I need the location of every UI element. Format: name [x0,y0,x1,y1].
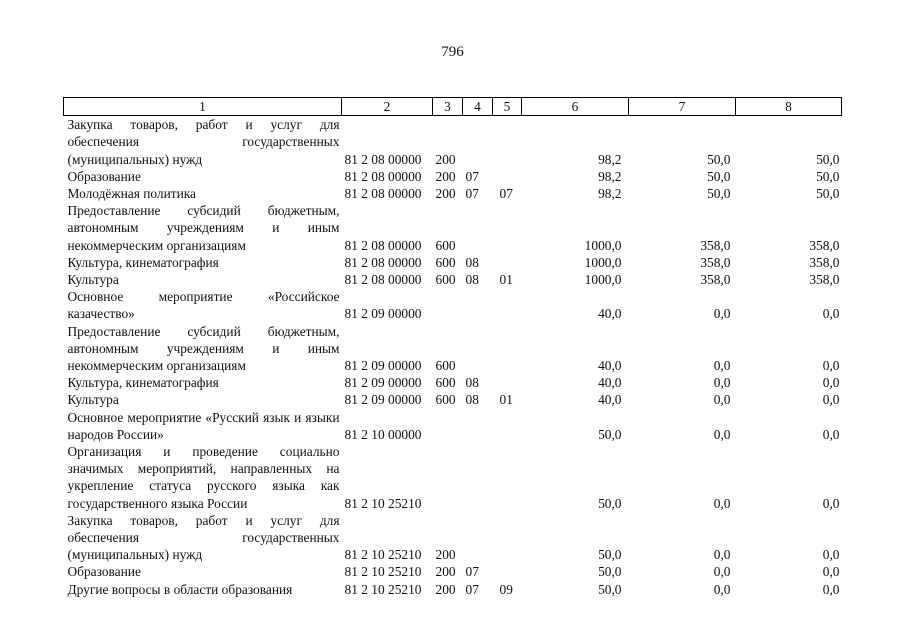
amount-col-6: 98,2 [598,151,622,167]
page-number: 796 [441,44,464,60]
amount-col-8: 0,0 [822,547,840,563]
target-article-code: 81 2 08 00000 [344,254,422,270]
table-row [64,323,842,375]
amount-col-8: 358,0 [809,237,840,253]
amount-col-6: 40,0 [598,392,622,408]
amount-col-6: 40,0 [598,306,622,322]
expense-type: 600 [435,392,456,408]
amount-col-8: 50,0 [816,168,840,184]
row-name: Предоставление субсидий бюджетным, автономным учреждениям и иным некоммерческим организациям [67,323,340,374]
amount-col-7: 358,0 [700,272,731,288]
amount-col-8: 0,0 [822,392,840,408]
row-name: Организация и проведение социально значимых мероприятий, направленных на укрепление статуса русского языка как государственного языка России [67,444,340,511]
row-name: Образование [67,564,141,580]
amount-col-8: 0,0 [822,581,840,597]
subsection-code: 07 [499,186,513,202]
amount-col-6: 98,2 [598,186,622,202]
target-article-code: 81 2 08 00000 [344,151,422,167]
expense-type: 600 [435,237,456,253]
amount-col-8: 0,0 [822,426,840,442]
row-name: Культура, кинематография [67,254,219,270]
amount-col-7: 0,0 [713,564,731,580]
section-code [463,443,493,512]
target-article-code: 81 2 10 25210 [344,581,422,597]
row-name: Культура, кинематография [67,375,219,391]
subsection-code [493,563,522,580]
target-article-code: 81 2 10 00000 [344,426,422,442]
section-code [463,409,493,443]
amount-col-7: 0,0 [713,426,731,442]
target-article-code: 81 2 09 00000 [344,392,422,408]
amount-col-8: 50,0 [816,186,840,202]
table-row [64,409,842,443]
row-name: Культура [67,272,119,288]
subsection-code [493,443,522,512]
amount-col-8: 358,0 [809,254,840,270]
row-name: Предоставление субсидий бюджетным, автономным учреждениям и иным некоммерческим организациям [67,203,340,253]
table-row [64,512,842,564]
subsection-code: 09 [499,581,513,597]
amount-col-8: 0,0 [822,564,840,580]
header-cell: 2 [342,98,433,116]
section-code: 07 [465,186,479,202]
table-row [64,202,842,254]
table-row [64,254,842,271]
amount-col-6: 40,0 [598,375,622,391]
header-cell: 4 [463,98,493,116]
target-article-code: 81 2 08 00000 [344,168,422,184]
header-cell: 8 [736,98,842,116]
amount-col-7: 50,0 [707,168,731,184]
target-article-code: 81 2 08 00000 [344,237,422,253]
amount-col-7: 0,0 [713,358,731,374]
amount-col-6: 40,0 [598,358,622,374]
subsection-code [493,409,522,443]
table-row [64,116,842,168]
section-code: 07 [465,581,479,597]
subsection-code [493,323,522,375]
subsection-code [493,168,522,185]
row-name: Основное мероприятие «Русский язык и языки народов России» [67,409,340,442]
row-name: Культура [67,392,119,408]
amount-col-7: 358,0 [700,254,731,270]
section-code: 08 [465,254,479,270]
section-code [463,323,493,375]
header-cell: 5 [493,98,522,116]
amount-col-6: 50,0 [598,547,622,563]
row-name: Основное мероприятие «Российское казачество» [67,289,340,322]
target-article-code: 81 2 09 00000 [344,375,422,391]
table-row [64,185,842,202]
amount-col-7: 0,0 [713,495,731,511]
amount-col-8: 0,0 [822,495,840,511]
header-cell: 6 [522,98,629,116]
amount-col-6: 50,0 [598,495,622,511]
subsection-code [493,116,522,168]
target-article-code: 81 2 10 25210 [344,495,422,511]
amount-col-8: 50,0 [816,151,840,167]
amount-col-7: 0,0 [713,392,731,408]
subsection-code: 01 [499,272,513,288]
row-name: Закупка товаров, работ и услуг для обеспечения государственных (муниципальных) нужд [67,117,340,167]
table-row [64,374,842,391]
subsection-code [493,288,522,322]
table-row [64,443,842,512]
amount-col-6: 1000,0 [584,237,622,253]
expense-type: 200 [435,547,456,563]
section-code [463,288,493,322]
amount-col-7: 50,0 [707,151,731,167]
expense-type [433,288,463,322]
header-cell: 1 [64,98,342,116]
section-code: 08 [465,375,479,391]
amount-col-6: 50,0 [598,581,622,597]
amount-col-6: 1000,0 [584,254,622,270]
expense-type: 200 [435,151,456,167]
amount-col-6: 50,0 [598,426,622,442]
row-name: Другие вопросы в области образования [67,581,293,597]
section-code [463,202,493,254]
row-name: Образование [67,168,141,184]
expense-type: 600 [435,254,456,270]
amount-col-6: 50,0 [598,564,622,580]
section-code: 08 [465,272,479,288]
expense-type [433,409,463,443]
header-cell: 3 [433,98,463,116]
amount-col-8: 0,0 [822,358,840,374]
table-row [64,391,842,408]
amount-col-8: 0,0 [822,306,840,322]
target-article-code: 81 2 09 00000 [344,358,422,374]
header-cell: 7 [629,98,736,116]
budget-table [63,97,842,598]
section-code: 07 [465,168,479,184]
amount-col-7: 0,0 [713,306,731,322]
target-article-code: 81 2 10 25210 [344,564,422,580]
header-row [64,98,842,116]
target-article-code: 81 2 09 00000 [344,306,422,322]
amount-col-8: 358,0 [809,272,840,288]
target-article-code: 81 2 10 25210 [344,547,422,563]
subsection-code [493,202,522,254]
amount-col-7: 358,0 [700,237,731,253]
expense-type: 600 [435,358,456,374]
expense-type [433,443,463,512]
table-row [64,288,842,322]
expense-type: 600 [435,375,456,391]
section-code: 08 [465,392,479,408]
expense-type: 200 [435,581,456,597]
amount-col-7: 50,0 [707,186,731,202]
table-row [64,271,842,288]
target-article-code: 81 2 08 00000 [344,272,422,288]
amount-col-7: 0,0 [713,375,731,391]
amount-col-8: 0,0 [822,375,840,391]
amount-col-7: 0,0 [713,581,731,597]
expense-type: 200 [435,168,456,184]
subsection-code [493,254,522,271]
expense-type: 600 [435,272,456,288]
subsection-code [493,374,522,391]
expense-type: 200 [435,186,456,202]
section-code: 07 [465,564,479,580]
amount-col-6: 1000,0 [584,272,622,288]
expense-type: 200 [435,564,456,580]
subsection-code: 01 [499,392,513,408]
amount-col-7: 0,0 [713,547,731,563]
target-article-code: 81 2 08 00000 [344,186,422,202]
row-name: Закупка товаров, работ и услуг для обеспечения государственных (муниципальных) нужд [67,512,340,563]
section-code [463,116,493,168]
section-code [463,512,493,564]
amount-col-6: 98,2 [598,168,622,184]
table-row [64,581,842,598]
table-row [64,168,842,185]
row-name: Молодёжная политика [67,186,197,202]
subsection-code [493,512,522,564]
table-row [64,563,842,580]
